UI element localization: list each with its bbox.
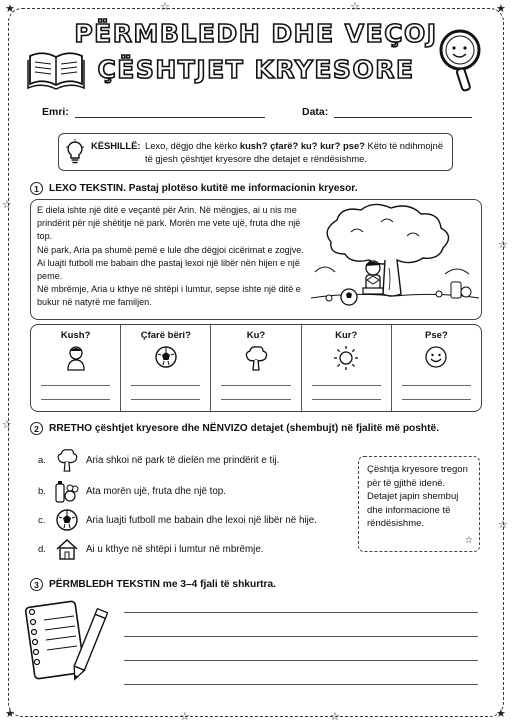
section-1-number: 1 [30,182,43,195]
section-3-heading [30,578,276,591]
item-letter: a. [38,454,46,466]
tip-note-box [358,456,480,552]
star-icon: ☆ [2,199,12,211]
date-field[interactable] [302,106,472,118]
question-box-pse[interactable] [391,325,481,411]
star-icon: ☆ [498,239,508,251]
title-line-1: PËRMBLEDH DHE VEÇOJ [74,19,438,48]
tip-box [58,133,453,171]
date-label: Data: [302,106,329,118]
question-boxes [30,324,482,412]
story-paragraph: Në mbrëmje, Aria u kthye në shtëpi i lumtur, sepse ishte një ditë e bukur në natyrë me familjen. [37,284,301,308]
lightbulb-icon [65,139,85,165]
star-icon: ☆ [330,711,340,723]
section-2-number: 2 [30,422,43,435]
soccer-ball-icon [154,345,178,369]
star-icon: ★ [5,3,15,15]
star-icon: ★ [5,708,15,720]
tree-icon [243,345,269,371]
story-text [37,204,309,310]
title-line-2: ÇËSHTJET KRYESORE [97,55,415,84]
question-label: Ku? [246,330,266,341]
smiley-icon [424,345,448,369]
tip-questions: kush? çfarë? ku? kur? pse? [239,140,365,151]
question-box-cfare[interactable] [120,325,210,411]
item-letter: b. [38,485,46,497]
section-2-instruction: RRETHO çështjet kryesore dhe NËNVIZO detajet (shembujt) në fjalitë më poshtë. [49,423,440,434]
question-box-kur[interactable] [301,325,391,411]
tip-text-before: Lexo, dëgjo dhe kërko [145,140,240,151]
story-paragraph: Në park, Aria pa shumë pemë e lule dhe dëgjoi cicërimat e zogjve. Ai luajti futboll me babain dhe pastaj lexoi një libër nën hijen e një peme. [37,244,304,282]
story-box [30,199,482,320]
soccer-ball-icon [55,508,79,532]
question-label: Çfarë bëri? [140,330,191,341]
star-icon: ★ [496,3,506,15]
tip-text-after: Këto të ndihmojnë të gjesh çështjet kryesore dhe detajet e rëndësishme. [145,140,444,164]
star-icon: ☆ [498,519,508,531]
tip-label: KËSHILLË: [91,140,141,151]
question-label: Kur? [335,330,358,341]
item-sentence: Aria luajti futboll me babain dhe lexoi një libër në hije. [86,514,317,526]
star-icon: ☆ [160,1,170,13]
question-label: Kush? [60,330,91,341]
open-book-icon [26,48,86,92]
question-box-ku[interactable] [210,325,300,411]
star-icon: ☆ [2,419,12,431]
question-label: Pse? [425,330,448,341]
item-letter: d. [38,543,46,555]
story-paragraph: E diela ishte një ditë e veçantë për Arin. Në mëngjes, ai u nis me prindërit për një shëtitje në park. Morën me vete ujë, fruta dhe një top. [37,205,301,242]
star-icon: ★ [496,708,506,720]
sentence-item-d[interactable] [38,537,264,561]
item-sentence: Ata morën ujë, fruta dhe një top. [86,485,226,497]
summary-line[interactable] [124,684,478,685]
house-icon [55,537,79,561]
section-3-number: 3 [30,578,43,591]
section-3-instruction: PËRMBLEDH TEKSTIN me 3–4 fjali të shkurtra. [49,579,277,590]
sun-icon [333,345,359,371]
sentence-item-a[interactable] [38,448,279,472]
tree-icon [55,448,79,472]
section-1-heading [30,182,358,195]
star-icon: ☆ [350,1,360,13]
item-sentence: Aria shkoi në park të dielën me prindërit e tij. [86,454,280,466]
summary-line[interactable] [124,660,478,661]
boy-reading-under-tree-illustration [311,202,479,318]
water-fruit-icon [54,479,80,503]
note-text: Çështja kryesore tregon për të gjithë idenë. Detajet japin shembuj dhe informacione të rëndësishme. [367,464,468,529]
section-1-instruction: LEXO TEKSTIN. Pastaj plotëso kutitë me informacionin kryesor. [49,183,358,194]
name-field[interactable] [42,106,265,118]
sentence-item-b[interactable] [38,479,226,503]
sentence-item-c[interactable] [38,508,317,532]
item-letter: c. [38,514,46,526]
question-box-kush[interactable] [31,325,120,411]
summary-line[interactable] [124,612,478,613]
summary-line[interactable] [124,636,478,637]
notebook-pencil-icon [22,598,108,688]
section-2-heading [30,422,439,435]
star-icon: ☆ [464,534,473,546]
item-sentence: Ai u kthye në shtëpi i lumtur në mbrëmje. [86,543,264,555]
star-icon: ☆ [180,711,190,723]
boy-icon [64,345,88,371]
magnifying-glass-icon [432,26,488,94]
name-label: Emri: [42,106,69,118]
